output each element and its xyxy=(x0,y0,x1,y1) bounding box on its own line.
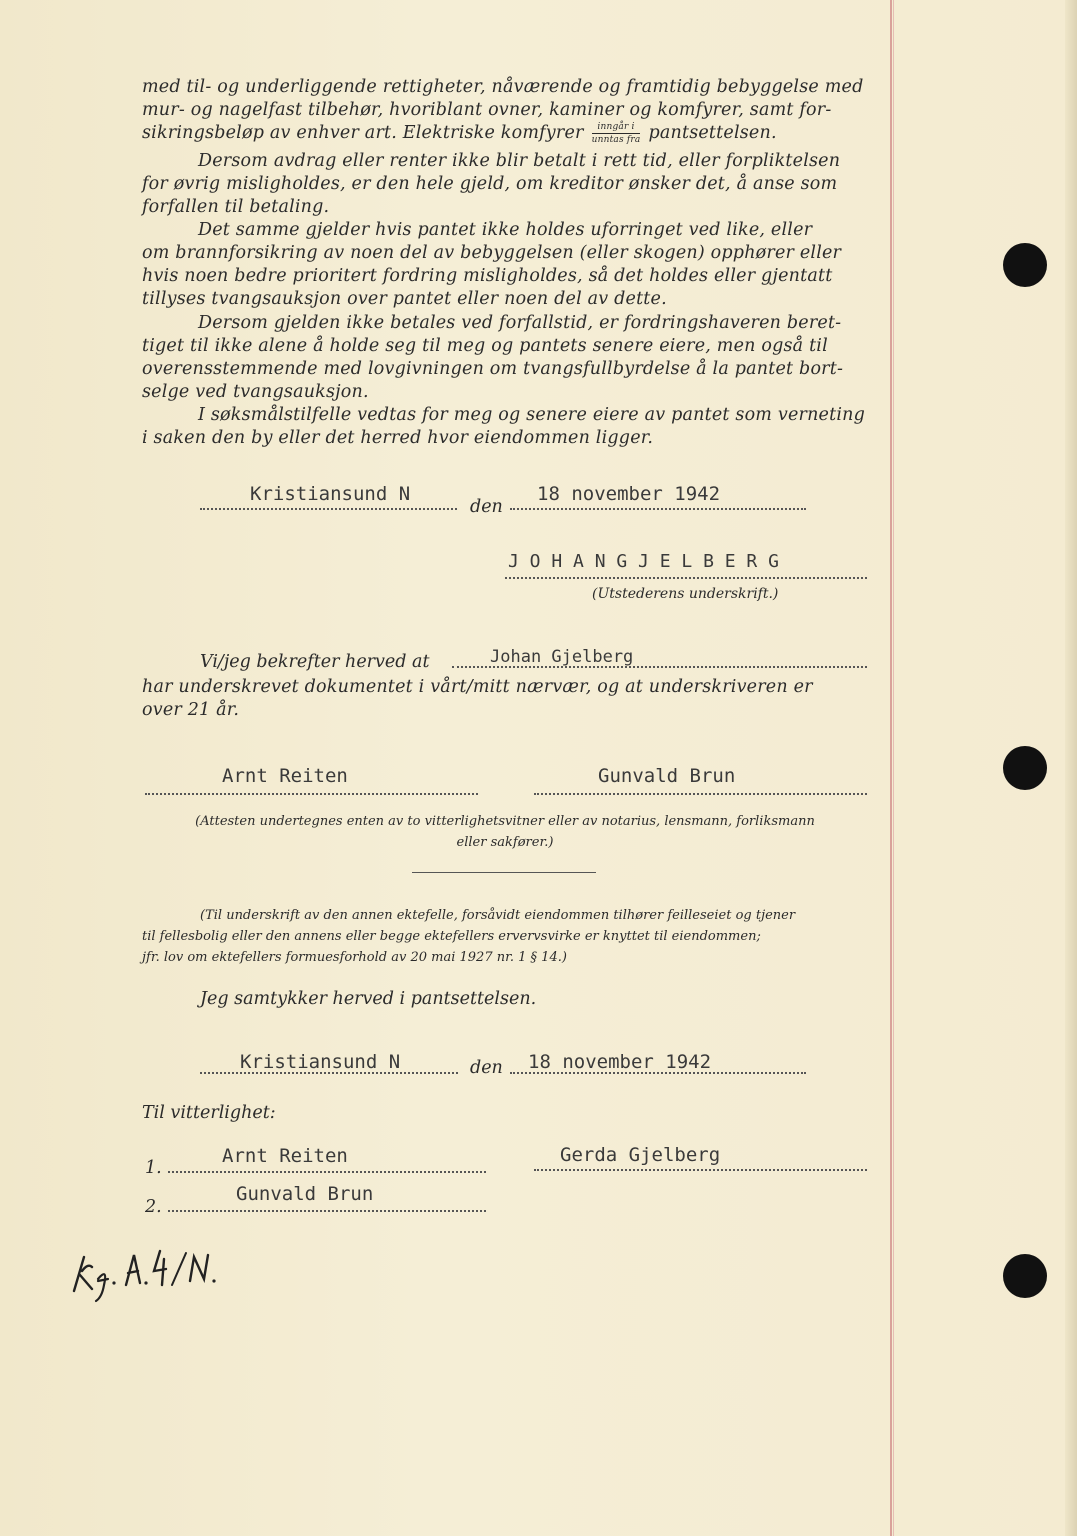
issuer-dotted-line xyxy=(505,577,867,579)
text-line: eller sakfører.) xyxy=(456,835,554,850)
paragraph-maintenance xyxy=(142,219,868,311)
confirmation-text xyxy=(142,676,868,722)
text-line: I søksmålstilfelle vedtas for meg og senere eiere av pantet som verneting xyxy=(198,405,865,425)
issuer-caption: (Utstederens underskrift.) xyxy=(592,586,779,602)
punch-hole-top xyxy=(1003,243,1047,287)
spouse-den-label: den xyxy=(470,1058,503,1078)
spouse-signature: Gerda Gjelberg xyxy=(560,1144,721,1166)
inngar-unntas-fraction xyxy=(592,122,641,145)
spouse-place: Kristiansund N xyxy=(240,1051,401,1073)
date-dotted-line xyxy=(510,508,806,510)
section-divider xyxy=(412,872,596,873)
witness-2-dotted-line xyxy=(534,793,867,795)
handwritten-margin-note xyxy=(68,1245,238,1305)
paragraph-enforcement xyxy=(142,312,868,404)
punch-hole-bottom xyxy=(1003,1254,1047,1298)
text-line: hvis noen bedre prioritert fordring misligholdes, så det holdes eller gjentatt xyxy=(142,266,833,286)
text-line: (Attesten undertegnes enten av to vitterlighetsvitner eller av notarius, lensmann, forliksmann xyxy=(195,814,815,829)
text-line: har underskrevet dokumentet i vårt/mitt nærvær, og at underskriveren er xyxy=(142,677,813,697)
witness-1-dotted-line xyxy=(145,793,478,795)
text-line: forfallen til betaling. xyxy=(142,197,330,217)
text-line: tiget til ikke alene å holde seg til meg og pantets senere eiere, men også til xyxy=(142,336,828,356)
page-edge xyxy=(1065,0,1077,1536)
text-line: over 21 år. xyxy=(142,700,240,720)
signing-date: 18 november 1942 xyxy=(537,483,721,505)
text-line: tillyses tvangsauksjon over pantet eller noen del av dette. xyxy=(142,289,667,309)
margin-rule-secondary xyxy=(893,0,894,1536)
witness-number-2: 2. xyxy=(145,1197,162,1217)
text-line: Dersom gjelden ikke betales ved forfallstid, er fordringshaveren beret- xyxy=(198,313,842,333)
text-line: i saken den by eller det herred hvor eiendommen ligger. xyxy=(142,428,654,448)
text-line: overensstemmende med lovgivningen om tvangsfullbyrdelse å la pantet bort- xyxy=(142,359,844,379)
spouse-witness-1-dotted-line xyxy=(168,1171,486,1173)
fraction-bottom: unntas fra xyxy=(591,135,641,145)
confirmation-prefix: Vi/jeg bekrefter herved at xyxy=(200,652,430,672)
spouse-date: 18 november 1942 xyxy=(528,1051,712,1073)
text-line: om brannforsikring av noen del av bebyggelsen (eller skogen) opphører eller xyxy=(142,243,842,263)
text-line: mur- og nagelfast tilbehør, hvoriblant ovner, kaminer og komfyrer, samt for- xyxy=(142,100,832,120)
text-line: Det samme gjelder hvis pantet ikke holdes uforringet ved like, eller xyxy=(198,220,813,240)
punch-hole-middle xyxy=(1003,746,1047,790)
fraction-top: inngår i xyxy=(592,122,641,134)
witness-2-signature: Gunvald Brun xyxy=(598,765,736,787)
attestation-note xyxy=(142,811,868,853)
witness-number-1: 1. xyxy=(145,1158,162,1178)
den-label: den xyxy=(470,497,503,517)
paragraph-venue xyxy=(142,404,868,450)
confirmation-name: Johan Gjelberg xyxy=(490,647,634,667)
text-line: selge ved tvangsauksjon. xyxy=(142,382,369,402)
text-line: for øvrig misligholdes, er den hele gjeld, om kreditor ønsker det, å anse som xyxy=(142,174,838,194)
text-line: med til- og underliggende rettigheter, nåværende og framtidig bebyggelse med xyxy=(142,77,864,97)
witness-1-signature: Arnt Reiten xyxy=(222,765,348,787)
text-fragment: pantsettelsen. xyxy=(648,123,777,143)
text-line: Dersom avdrag eller renter ikke blir betalt i rett tid, eller forpliktelsen xyxy=(198,151,841,171)
text-line: (Til underskrift av den annen ektefelle, forsåvidt eiendommen tilhører feilleseiet og tjener xyxy=(200,908,796,923)
text-line: jfr. lov om ektefellers formuesforhold av 20 mai 1927 nr. 1 § 14.) xyxy=(142,950,567,965)
spouse-witness-1-signature: Arnt Reiten xyxy=(222,1145,348,1167)
place-dotted-line xyxy=(200,508,457,510)
paragraph-rights xyxy=(142,76,868,145)
spouse-witness-2-dotted-line xyxy=(168,1210,486,1212)
text-line: til fellesbolig eller den annens eller begge ektefellers ervervsvirke er knyttet til eiendommen; xyxy=(142,929,761,944)
margin-rule xyxy=(890,0,892,1536)
spouse-signature-dotted-line xyxy=(534,1169,867,1171)
signing-place: Kristiansund N xyxy=(250,483,411,505)
spouse-witness-2-signature: Gunvald Brun xyxy=(236,1183,374,1205)
spouse-note xyxy=(142,905,868,968)
til-vitterlighet-label: Til vitterlighet: xyxy=(142,1103,276,1123)
text-fragment: sikringsbeløp av enhver art. Elektriske komfyrer xyxy=(142,123,584,143)
paragraph-default xyxy=(142,150,868,219)
issuer-signature: J O H A N G J E L B E R G xyxy=(508,551,779,572)
text-line xyxy=(142,122,868,145)
consent-text: Jeg samtykker herved i pantsettelsen. xyxy=(200,989,537,1009)
